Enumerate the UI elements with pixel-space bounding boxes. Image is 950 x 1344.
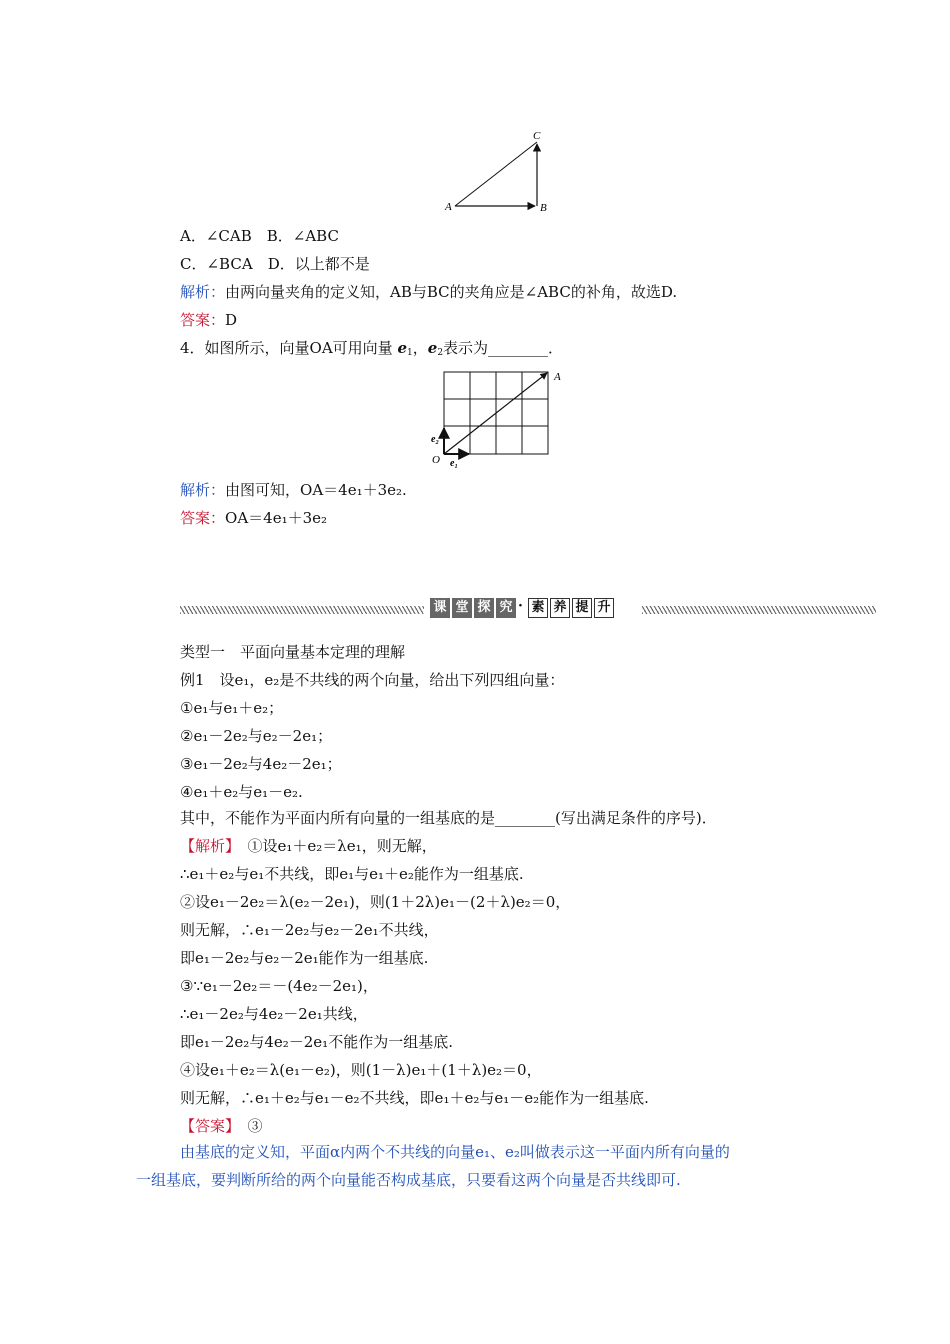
banner-stripes-left	[180, 606, 424, 614]
example-question: 其中，不能作为平面内所有向量的一组基底的是________(写出满足条件的序号)．	[180, 809, 717, 827]
example-answer: 【答案】 ③	[180, 1117, 263, 1135]
point-a-label: A	[445, 201, 452, 213]
segment-ac	[455, 142, 537, 206]
e1-label: e₁	[450, 458, 458, 469]
point-c-label: C	[533, 130, 541, 142]
q4-stem: 4．如图所示，向量OA可用向量 $e_1$，$e_2$表示为________．	[180, 339, 564, 358]
analysis-step-3: ②设e₁－2e₂＝λ(e₂－2e₁)，则(1＋2λ)e₁－(2＋λ)e₂＝0，	[180, 893, 571, 911]
item-1: ①e₁与e₁＋e₂；	[180, 699, 284, 717]
item-2: ②e₁－2e₂与e₂－2e₁；	[180, 727, 333, 745]
banner-stripes-right	[642, 606, 876, 614]
triangle-figure	[440, 126, 560, 218]
option-a: A．∠CAB B．∠ABC	[180, 227, 339, 245]
q3-answer: 答案：D	[180, 311, 238, 329]
example-stem: 例1 设e₁，e₂是不共线的两个向量，给出下列四组向量：	[180, 671, 565, 689]
analysis-step-5: 即e₁－2e₂与e₂－2e₁能作为一组基底.	[180, 949, 429, 967]
banner-title-left: 课 堂 探 究	[430, 598, 516, 620]
item-4: ④e₁＋e₂与e₁－e₂.	[180, 783, 303, 801]
section-banner	[180, 598, 876, 622]
banner-title-right: 素 养 提 升	[528, 598, 614, 620]
origin-label: O	[432, 454, 440, 466]
analysis-step-2: ∴e₁＋e₂与e₁不共线，即e₁与e₁＋e₂能作为一组基底.	[180, 865, 524, 883]
analysis-step-9: ④设e₁＋e₂＝λ(e₁－e₂)，则(1－λ)e₁＋(1＋λ)e₂＝0，	[180, 1061, 542, 1079]
q3-analysis: 解析：由两向量夹角的定义知，AB与BC的夹角应是∠ABC的补角，故选D.	[180, 283, 678, 301]
analysis-step-4: 则无解，∴e₁－2e₂与e₂－2e₁不共线，	[180, 921, 439, 939]
analysis-step-1: 【解析】 ①设e₁＋e₂＝λe₁，则无解，	[180, 837, 437, 855]
grid-figure	[428, 366, 578, 472]
analysis-step-7: ∴e₁－2e₂与4e₂－2e₁共线，	[180, 1005, 368, 1023]
point-b-label: B	[540, 202, 547, 214]
note-line-1: 由基底的定义知，平面α内两个不共线的向量e₁、e₂叫做表示这一平面内所有向量的	[180, 1143, 730, 1161]
note-line-2: 一组基底，要判断所给的两个向量能否构成基底，只要看这两个向量是否共线即可.	[136, 1171, 681, 1189]
e2-label: e₂	[431, 434, 439, 445]
q4-analysis: 解析：由图可知，OA＝4e₁＋3e₂.	[180, 481, 407, 499]
analysis-step-10: 则无解，∴e₁＋e₂与e₁－e₂不共线，即e₁＋e₂与e₁－e₂能作为一组基底.	[180, 1089, 649, 1107]
option-c: C．∠BCA D．以上都不是	[180, 255, 370, 273]
point-a-label: A	[554, 371, 561, 383]
analysis-step-6: ③∵e₁－2e₂＝－(4e₂－2e₁)，	[180, 977, 378, 995]
type-title: 类型一 平面向量基本定理的理解	[180, 643, 406, 661]
item-3: ③e₁－2e₂与4e₂－2e₁；	[180, 755, 342, 773]
analysis-step-8: 即e₁－2e₂与4e₂－2e₁不能作为一组基底.	[180, 1033, 453, 1051]
banner-dot: ·	[518, 598, 523, 614]
q4-answer: 答案：OA＝4e₁＋3e₂	[180, 509, 328, 527]
